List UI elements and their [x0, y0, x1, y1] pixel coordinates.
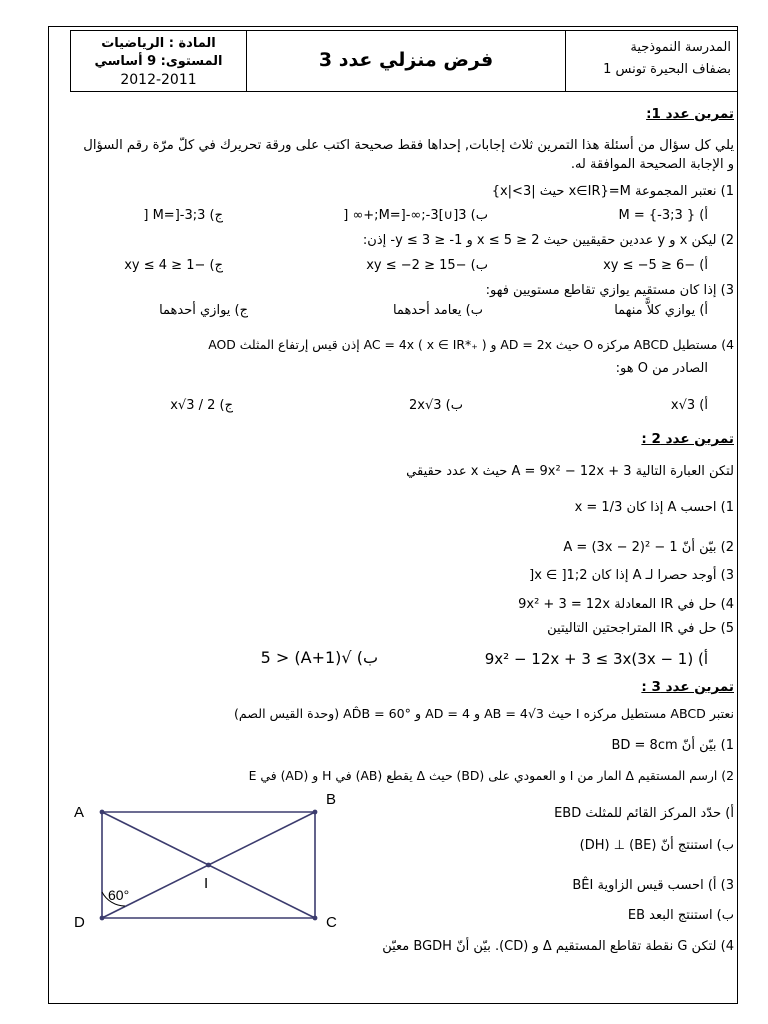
- label-i: I: [204, 875, 209, 892]
- ex2-q1: 1) احسب A إذا كان x = 1/3: [574, 500, 734, 515]
- ex3-q4: 4) لتكن G نقطة تقاطع المستقيم Δ و (CD). بيّن أنّ BGDH معيّن: [382, 939, 734, 954]
- ex3-q2: 2) ارسم المستقيم Δ المار من I و العمودي على (BD) حيث Δ يقطع (AB) في H و (AD) في E: [248, 768, 734, 783]
- ex3-intro: نعتبر ABCD مستطيل مركزه I حيث AB = 4√3 و AD = 4 و AD̂B = 60° (وحدة القيس الصم): [234, 706, 734, 721]
- label-a: A: [74, 804, 85, 821]
- ex1-q4: 4) مستطيل ABCD مركزه O حيث AD = 2x و AC = 4x ( x ∈ IR*₊ ) إذن قيس إرتفاع المثلث AOD: [208, 337, 734, 352]
- ex1-q2-option-a: أ) −6 ≤ xy ≤ −5: [603, 258, 708, 273]
- point-i: [206, 863, 211, 868]
- label-c: C: [326, 914, 337, 931]
- ex1-q4-option-a: أ) x√3: [670, 398, 708, 413]
- ex2-q5-option-b: ب) √(A+1) < 5: [260, 648, 378, 667]
- ex2-q2: 2) بيّن أنّ A = (3x − 2)² − 1: [563, 540, 734, 555]
- ex3-q3b: ب) استنتج البعد EB: [627, 908, 734, 923]
- school-cell: [565, 30, 738, 92]
- ex2-q5-option-a: أ) 9x² − 12x + 3 ≤ 3x(3x − 1): [484, 650, 708, 668]
- ex1-q4-line2: الصادر من O هو:: [615, 361, 708, 376]
- point-d: [100, 916, 105, 921]
- ex1-q1-option-a: أ) M = {-3;3 }: [618, 208, 708, 223]
- point-a: [100, 810, 105, 815]
- ex1-q3-option-a: أ) يوازي كلاًّ منهما: [614, 303, 708, 318]
- ex1-q1-option-b: ب) M=]-∞;-3[∪]3;+∞ [: [343, 208, 488, 223]
- ex2-intro: لتكن العبارة التالية A = 9x² − 12x + 3 حيث x عدد حقيقي: [406, 464, 734, 479]
- point-b: [313, 810, 318, 815]
- point-c: [313, 916, 318, 921]
- ex1-heading: تمرين عدد 1:: [646, 106, 734, 122]
- school-year: 2012-2011: [120, 72, 197, 88]
- ex2-q3: 3) أوجد حصرا لـ A إذا كان x ∈ ]1;2[: [529, 568, 734, 583]
- subject-cell: [70, 30, 247, 92]
- ex1-intro-line1: يلي كل سؤال من أسئلة هذا التمرين ثلاث إجابات, إحداها فقط صحيحة اكتب على ورقة تحريرك في كلّ مرّة رقم السؤال: [83, 138, 734, 153]
- ex2-q4: 4) حل في IR المعادلة 9x² + 3 = 12x: [518, 597, 734, 612]
- ex1-q4-option-c: ج) x√3 / 2: [170, 398, 233, 413]
- school-location: بضفاف البحيرة تونس 1: [603, 62, 731, 77]
- ex3-q2a: أ) حدّد المركز القائم للمثلث EBD: [554, 806, 734, 821]
- ex1-q4-option-b: ب) 2x√3: [409, 398, 463, 413]
- ex1-q2: 2) ليكن x و y عددين حقيقيين حيث 2 ≤ x ≤ 5 و 1- ≤ y ≤ 3- إذن:: [362, 233, 734, 248]
- level: المستوى: 9 أساسي: [94, 54, 223, 69]
- angle-label: 60°: [108, 887, 130, 903]
- ex1-q1: 1) نعتبر المجموعة M={x∈IR حيث |x|<3}: [491, 184, 734, 199]
- ex1-q3: 3) إذا كان مستقيم يوازي تقاطع مستويين فهو:: [485, 283, 734, 298]
- ex3-q2b: ب) استنتج أنّ (BE) ⊥ (DH): [579, 838, 734, 853]
- ex1-intro-line2: و الإجابة الصحيحة الموافقة له.: [570, 157, 734, 172]
- ex2-heading: تمرين عدد 2 :: [641, 431, 734, 447]
- subject: المادة : الرياضيات: [101, 36, 216, 51]
- ex2-q5: 5) حل في IR المتراجحتين التاليتين: [547, 621, 734, 636]
- ex1-q3-option-c: ج) يوازي أحدهما: [159, 303, 248, 318]
- ex1-q2-option-c: ج) −1 ≤ xy ≤ 4: [124, 258, 223, 273]
- ex3-q3a: 3) أ) احسب قيس الزاوية BÊI: [572, 878, 734, 893]
- ex1-q1-option-c: ج) M=]-3;3 [: [143, 208, 223, 223]
- school-name: المدرسة النموذجية: [630, 40, 731, 55]
- ex3-heading: تمرين عدد 3 :: [641, 679, 734, 695]
- rectangle-figure: [60, 790, 360, 940]
- header-table: [70, 30, 738, 92]
- exam-title: فرض منزلي عدد 3: [247, 30, 565, 92]
- ex1-q3-option-b: ب) يعامد أحدهما: [392, 303, 483, 318]
- label-d: D: [74, 914, 85, 931]
- ex1-q2-option-b: ب) −15 ≤ xy ≤ −2: [366, 258, 488, 273]
- label-b: B: [326, 791, 337, 808]
- ex3-q1: 1) بيّن أنّ BD = 8cm: [611, 738, 734, 753]
